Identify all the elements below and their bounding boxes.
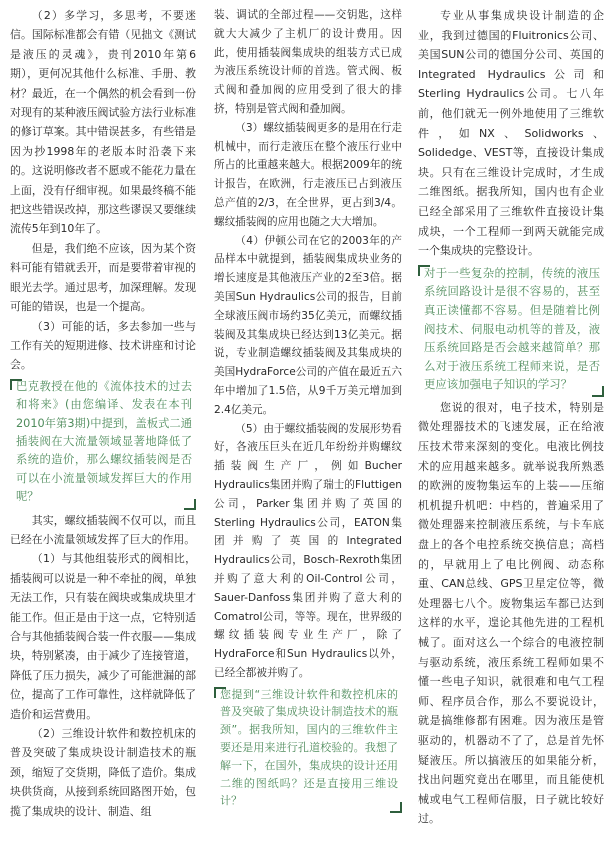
question-text: 对于一些复杂的控制，传统的液压系统回路设计是很不容易的，甚至真正读懂都不容易。但是随着比例阀技术、伺服电动机等的普及，液压系统回路是否会越来越简单？那么对于液压系统工程师来说，是否更应该加强电子知识的学习？ [424,265,600,392]
quote-bracket-close-icon [184,499,196,510]
quote-bracket-close-icon [592,386,604,397]
paragraph: 您说的很对，电子技术，特别是微处理器技术的飞速发展，正在给液压技术带来深刻的变化。电液比例技术的应用越来越多。就举说我所熟悉的欧洲的废物集运车的上装——压缩机机提升机吧：中档的，普遍采用了微处理器来控制液压系统，与卡车底盘上的各个电控系统交换信息；高档的，早就用上了电比例阀、动态称重、CAN总线、GPS卫星定位等，微处理器七八个。废物集运车都已达到这样的水平，遑论其他先进的工程机械了。面对这么一个综合的电液控制与驱动系统，液压系统工程师如果不懂一些电子知识，就很难和电气工程师、程序员合作，那么不要说设计，就是搞维修都有困难。因为液压是管驱动的，机器动不了了，总是首先怀疑液压。所以搞液压的如果能分析，找出问题究竟出在哪里，而且能使机械或电气工程师信服，日子就比较好过。 [418,400,604,826]
column-left [10,6,196,821]
paragraph: （3）螺纹插装阀更多的是用在行走机械中，而行走液压在整个液压行业中所占的比重越来越大。根据2009年的统计报告，在欧洲，行走液压已占到液压总产值的2/3，在全世界，更占到3/4。螺纹插装阀的应用也随之大大增加。 [214,121,402,228]
paragraph: （4）伊顿公司在它的2003年的产品样本中就提到，插装阀集成块业务的增长速度是其他液压产业的2至3倍。据美国Sun Hydraulics公司的报告，目前全球液压阀市场约35亿美元，而螺纹插装阀及其集成块已经达到13亿美元。据说，专业制造螺纹插装阀及其集成块的美国HydraForce公司的产值在最近五六年中增加了1.5倍，从9千万美元增加到2.4亿美元。 [214,234,402,416]
quote-bracket-open-icon [10,379,22,390]
quote-bracket-open-icon [418,265,430,276]
paragraph: （1）与其他组装形式的阀相比，插装阀可以说是一种不牵扯的阀，单独无法工作，只有装在阀块或集成块里才能工作。但正是由于这一点，它特别适合与其他插装阀合装一件衣服——集成块，特别紧凑，由于减少了连接管道，降低了压力损失，减少了可能泄漏的部位，提高了工作可靠性，这样就降低了造价和运营费用。 [10,552,196,721]
column-right [418,6,604,829]
question-text: 巴克教授在他的《流体技术的过去和将来》(由您编译、发表在本刊2010年第3期)中提到，盖板式二通插装阀在大流量领域显著地降低了系统的造价，那么螺纹插装阀是否可以在小流量领域发挥巨大的作用呢？ [16,379,192,504]
column-middle [214,6,402,814]
paragraph: 其实，螺纹插装阀不仅可以，而且已经在小流量领域发挥了巨大的作用。 [10,513,196,546]
paragraph: 但是，我们绝不应该，因为某个资料可能有错就丢开，而是要带着审视的眼光去学。通过思考，加深理解。发现可能的错误，也是一个提高。 [10,241,196,314]
paragraph: 装、调试的全部过程——交钥匙，这样就大大减少了主机厂的设计费用。因此，使用插装阀集成块的组装方式已成为液压系统设计师的首选。管式阀、板式阀和叠加阀的应用受到了很大的排挤，特别是管式阀和叠加阀。 [214,9,402,115]
paragraph: （3）可能的话，多去参加一些与工作有关的短期进修、技术讲座和讨论会。 [10,319,196,372]
interview-question [418,264,604,394]
quote-bracket-open-icon [214,687,226,698]
paragraph: （2）多学习，多思考，不要迷信。国际标准都会有错（见拙文《测试是液压的灵魂》，贵刊2010年第6期），更何况其他什么标准、手册、教材？最近，在一个偶然的机会看到一份对现有的某种液压阀试验方法行业标准的修订草案。其中错误甚多，有些错是因为抄1998年的老版本时沿袭下来的。这说明修改者不愿或不能花力量在上面，没有仔细审视。如果最终稿不能把这些错误改掉，那这些谬误又要继续流传5年到10年了。 [10,9,196,236]
quote-bracket-close-icon [390,802,402,813]
paragraph: 专业从事集成块设计制造的企业，我到过德国的Fluitronics公司、美国SUN公司的德国分公司、英国的Integrated Hydraulics公司和Sterling Hydraulics公司。七八年前，他们就无一例外地使用了三维软件，如NX、Solidworks、Solidedge、VEST等，直接设计集成块。只有在三维设计完成时，才生成二维图纸。据我所知，国内也有企业已经全部采用了三维软件直接设计集成块，一个工程师一到两天就能完成一个集成块的完整设计。 [418,9,604,258]
interview-question [214,686,402,811]
paragraph: （5）由于螺纹插装阀的发展形势看好，各液压巨头在近几年纷纷并购螺纹插装阀生产厂，例如Bucher Hydraulics集团并购了瑞士的Fluttigen公司，Parker集团并购了英国的Sterling Hydraulics公司，EATON集团并购了英国的Integrated Hydraulics公司，Bosch-Rexroth集团并购了意大利的Oil-Control公司，Sauer-Danfoss集团并购了意大利的Comatrol公司，等等。现在，世界级的螺纹插装阀专业生产厂，除了HydraForce和Sun Hydraulics以外，已经全都被并购了。 [214,422,402,679]
paragraph: （2）三维设计软件和数控机床的普及突破了集成块设计制造技术的瓶颈，缩短了交货期，降低了造价。集成块供货商，从接到系统回路图开始，包揽了集成块的设计、制造、组 [10,727,196,818]
interview-question [10,378,196,507]
question-text: 您提到“三维设计软件和数控机床的普及突破了集成块设计制造技术的瓶颈”。据我所知，国内的三维软件主要还是用来进行孔道校验的。我想了解一下，在国外，集成块的设计还用二维的图纸吗？还是直接用三维设计？ [220,687,398,808]
